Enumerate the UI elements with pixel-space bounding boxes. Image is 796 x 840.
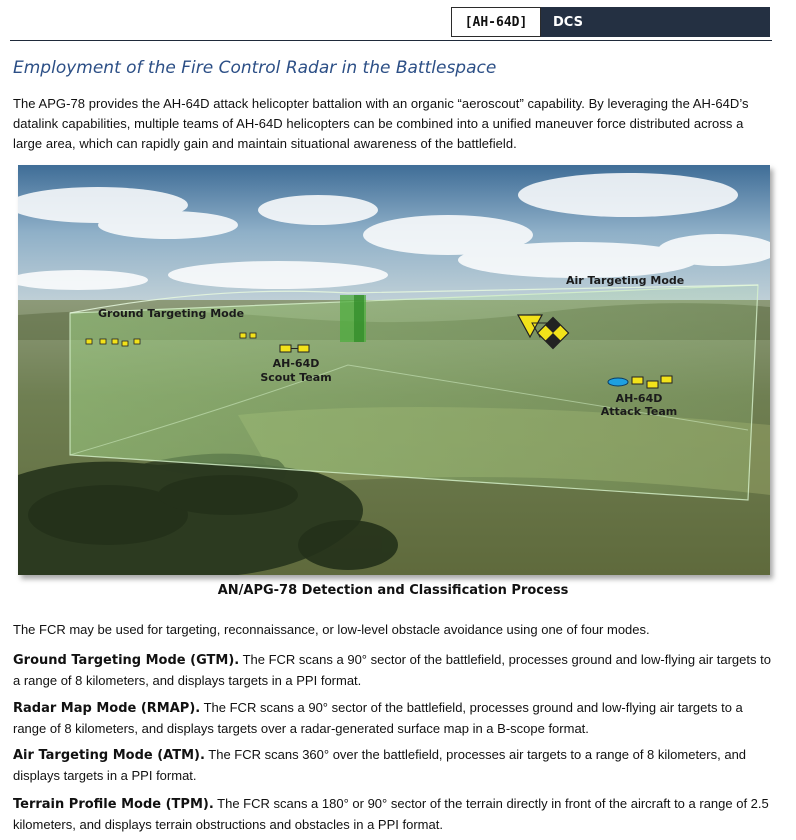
mode-tpm-text: The FCR scans a 180° or 90° sector of the terrain directly in front of the aircraft to a range of 2.5 kilometers, and displays terrain obstructions and obstacles in a PPI format. bbox=[13, 796, 769, 832]
mode-atm-text: The FCR scans 360° over the battlefield, processes air targets to a range of 8 kilometers, and displays targets in a PPI format. bbox=[13, 747, 747, 783]
aircraft-tag: [AH-64D] bbox=[451, 7, 541, 37]
ground-targeting-label: Ground Targeting Mode bbox=[98, 307, 245, 320]
mode-tpm bbox=[13, 794, 773, 835]
attack-team-label-line2: Attack Team bbox=[600, 405, 678, 418]
page-header bbox=[451, 7, 770, 37]
air-targeting-label: Air Targeting Mode bbox=[566, 274, 685, 287]
mode-atm bbox=[13, 745, 773, 786]
mode-gtm bbox=[13, 650, 773, 691]
section-title: Employment of the Fire Control Radar in the Battlespace bbox=[13, 58, 497, 78]
mode-rmap bbox=[13, 698, 773, 739]
battlespace-illustration bbox=[18, 165, 770, 575]
header-rule bbox=[10, 40, 772, 41]
modes-lead: The FCR may be used for targeting, reconnaissance, or low-level obstacle avoidance using one of four modes. bbox=[13, 622, 650, 637]
scout-team-label-line2: Scout Team bbox=[260, 371, 332, 384]
mode-gtm-term: Ground Targeting Mode (GTM). bbox=[13, 653, 240, 668]
figure-caption: AN/APG-78 Detection and Classification Process bbox=[217, 583, 569, 598]
radar-column-shade bbox=[354, 295, 364, 342]
radar-figure bbox=[18, 165, 770, 575]
scout-team-label-line1: AH-64D bbox=[272, 357, 320, 370]
intro-paragraph: The APG-78 provides the AH-64D attack helicopter battalion with an organic “aeroscout” capability. By leveraging the AH-64D’s datalink capabilities, multiple teams of AH-64D helicopters can be combined into a unified maneuver force distributed across a large area, which can rapidly gain and maintain situational awareness of the battlefield. bbox=[13, 96, 749, 151]
mode-tpm-term: Terrain Profile Mode (TPM). bbox=[13, 797, 214, 812]
attack-team-label-line1: AH-64D bbox=[615, 392, 663, 405]
mode-atm-term: Air Targeting Mode (ATM). bbox=[13, 748, 205, 763]
mode-rmap-text: The FCR scans a 90° sector of the battlefield, processes ground and low-flying air targets to a range of 8 kilometers, and displays targets over a radar-generated surface map in a B-scope format. bbox=[13, 700, 743, 736]
mode-gtm-text: The FCR scans a 90° sector of the battlefield, processes ground and low-flying air targets to a range of 8 kilometers, and displays targets in a PPI format. bbox=[13, 652, 771, 688]
mode-rmap-term: Radar Map Mode (RMAP). bbox=[13, 701, 201, 716]
sim-tag: DCS bbox=[541, 7, 770, 37]
